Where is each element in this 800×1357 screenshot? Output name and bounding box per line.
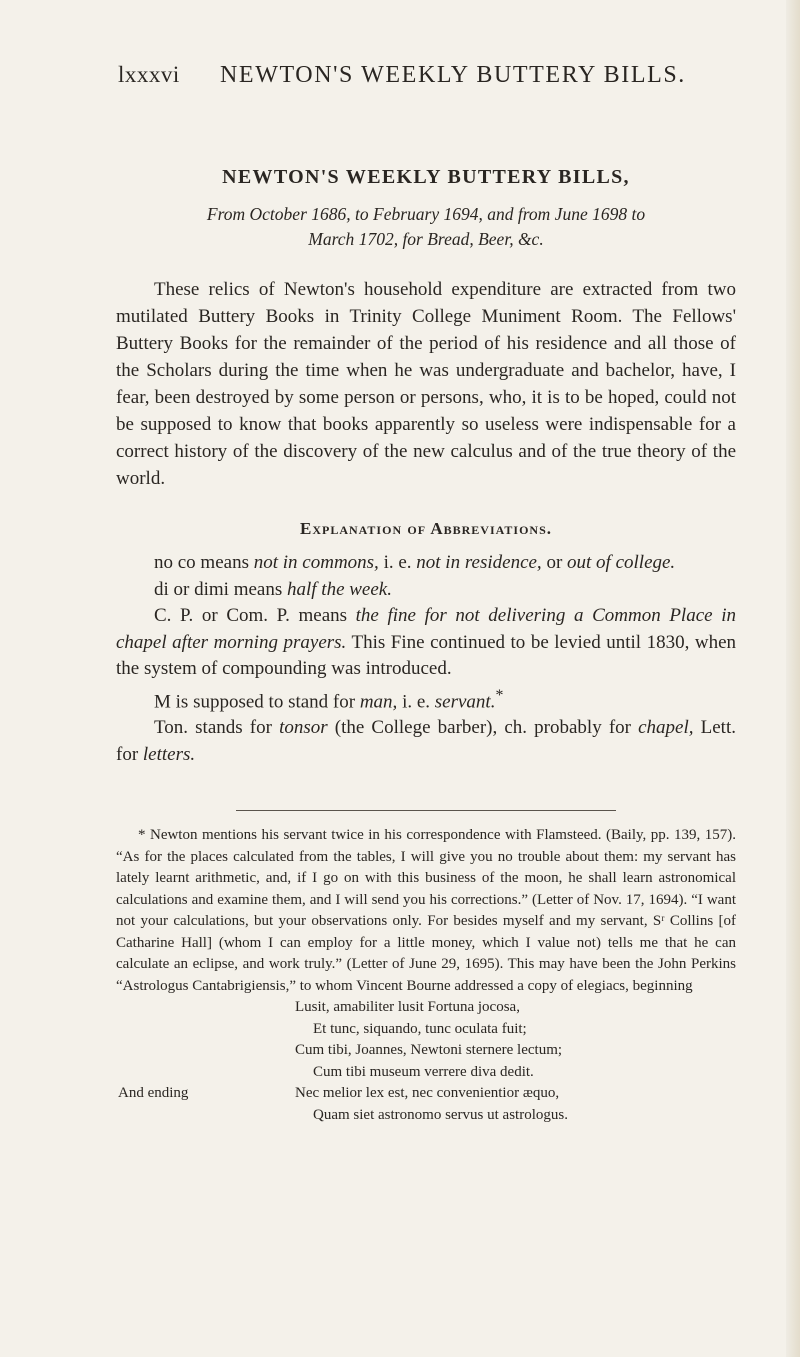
subtitle-year-3: 1698 bbox=[587, 204, 632, 224]
abbreviation-ton bbox=[116, 715, 736, 768]
abbr-text: i. e. bbox=[378, 552, 417, 573]
verse-line: Quam siet astronomo servus ut astrologus. bbox=[313, 1106, 568, 1123]
subtitle-to-1: to bbox=[355, 204, 369, 224]
abbreviation-di bbox=[116, 577, 736, 604]
abbr-text: Lett. for bbox=[116, 717, 736, 765]
abbr-italic: not in residence, bbox=[416, 552, 542, 573]
abbr-text: di or dimi means bbox=[154, 578, 287, 600]
abbr-text: C. P. or Com. P. means bbox=[154, 605, 356, 626]
abbr-text: This Fine continued to be levied until 1830, when the system of compounding was introduced. bbox=[116, 631, 736, 679]
subtitle-year-1: 1686, bbox=[306, 204, 356, 224]
abbreviation-m bbox=[116, 683, 736, 716]
subtitle-items: for Bread, Beer, &c. bbox=[398, 229, 544, 249]
subtitle-and-from: and from bbox=[487, 204, 551, 224]
subtitle-year-4: 1702, bbox=[354, 229, 399, 249]
abbreviation-no-co bbox=[116, 550, 736, 577]
running-head-title: NEWTON'S WEEKLY BUTTERY BILLS. bbox=[220, 62, 686, 88]
verse-opening bbox=[116, 997, 736, 1083]
chapter-title: NEWTON'S WEEKLY BUTTERY BILLS, bbox=[222, 166, 630, 188]
abbr-text: Ton. stands for bbox=[154, 717, 280, 739]
verse-line: Nec melior lex est, nec convenientior æquo, bbox=[295, 1085, 560, 1102]
explanation-heading: Explanation of Abbreviations. bbox=[299, 519, 552, 538]
footnote-divider bbox=[236, 810, 616, 811]
abbr-italic: not in commons, bbox=[253, 552, 379, 573]
abbreviation-com-p bbox=[116, 603, 736, 683]
subtitle-year-2: 1694, bbox=[439, 204, 488, 224]
abbr-italic: out of college. bbox=[567, 552, 676, 573]
subtitle-month-3: June bbox=[550, 204, 588, 224]
subtitle-to-2: to bbox=[631, 204, 646, 224]
running-head bbox=[118, 62, 686, 102]
abbr-italic: tonsor bbox=[279, 717, 328, 739]
verse-line: Cum tibi museum verrere diva dedit. bbox=[313, 1063, 534, 1080]
abbr-text: (the College barber), ch. probably for bbox=[327, 717, 639, 739]
subtitle-month-4: March bbox=[308, 229, 355, 249]
page-number: lxxxvi bbox=[118, 62, 180, 87]
and-ending-label: And ending bbox=[118, 1085, 189, 1102]
subtitle-from: From bbox=[206, 204, 246, 224]
page-content bbox=[116, 164, 736, 1126]
verse-line: Lusit, amabiliter lusit Fortuna jocosa, bbox=[295, 999, 520, 1016]
chapter-subtitle bbox=[156, 202, 696, 252]
abbr-text: no co means bbox=[154, 552, 254, 573]
abbr-text: M is supposed to stand for bbox=[154, 690, 360, 712]
abbr-text: i. e. bbox=[397, 690, 435, 712]
abbr-italic: man, bbox=[359, 690, 398, 712]
abbr-italic: chapel, bbox=[638, 717, 694, 739]
subtitle-month-1: October bbox=[249, 204, 307, 224]
footnote-marker[interactable]: * bbox=[495, 686, 504, 704]
abbr-italic: servant. bbox=[434, 690, 496, 712]
page-edge-shadow bbox=[786, 0, 800, 1357]
abbr-italic: half the week. bbox=[286, 578, 392, 600]
verse-ending bbox=[116, 1083, 736, 1126]
abbr-italic: letters. bbox=[142, 743, 196, 765]
subtitle-month-2: February bbox=[368, 204, 440, 224]
abbr-text: or bbox=[541, 552, 568, 573]
abbr-italic: the fine for not delivering a Common Place in chapel after morning prayers. bbox=[116, 605, 736, 653]
verse-line: Et tunc, siquando, tunc oculata fuit; bbox=[313, 1020, 527, 1037]
verse-line: Cum tibi, Joannes, Newtoni sternere lectum; bbox=[295, 1042, 563, 1059]
footnote-text: * Newton mentions his servant twice in his correspondence with Flamsteed. (Baily, pp. 139, 157). “As for the places calculated from the tables, I will give you no trouble about them: my servant has lately learnt arithmetic, and, if I go on with this business of the moon, he shall learn astronomical calculations and examine them, and I will send you his corrections.” (Letter of Nov. 17, 1694). “I want not your calculations, but your observations only. For besides myself and my servant, Sʳ Collins [of Catharine Hall] (whom I can employ for a little money, which I value not) tells me that he can calculate an eclipse, and work truly.” (Letter of June 29, 1695). This may have been the John Perkins “Astrologus Cantabrigiensis,” to whom Vincent Bourne addressed a copy of elegiacs, beginning bbox=[116, 827, 736, 994]
intro-paragraph: These relics of Newton's household expenditure are extracted from two mutilated Buttery Books in Trinity College Muniment Room. The Fellows' Buttery Books for the remainder of the period of his residence and all those of the Scholars during the time when he was undergraduate and bachelor, have, I fear, been destroyed by some person or persons, who, it is to be hoped, could not be supposed to know that books apparently so useless were indispensable for a correct history of the discovery of the new calculus and of the true theory of the world. bbox=[116, 279, 736, 489]
